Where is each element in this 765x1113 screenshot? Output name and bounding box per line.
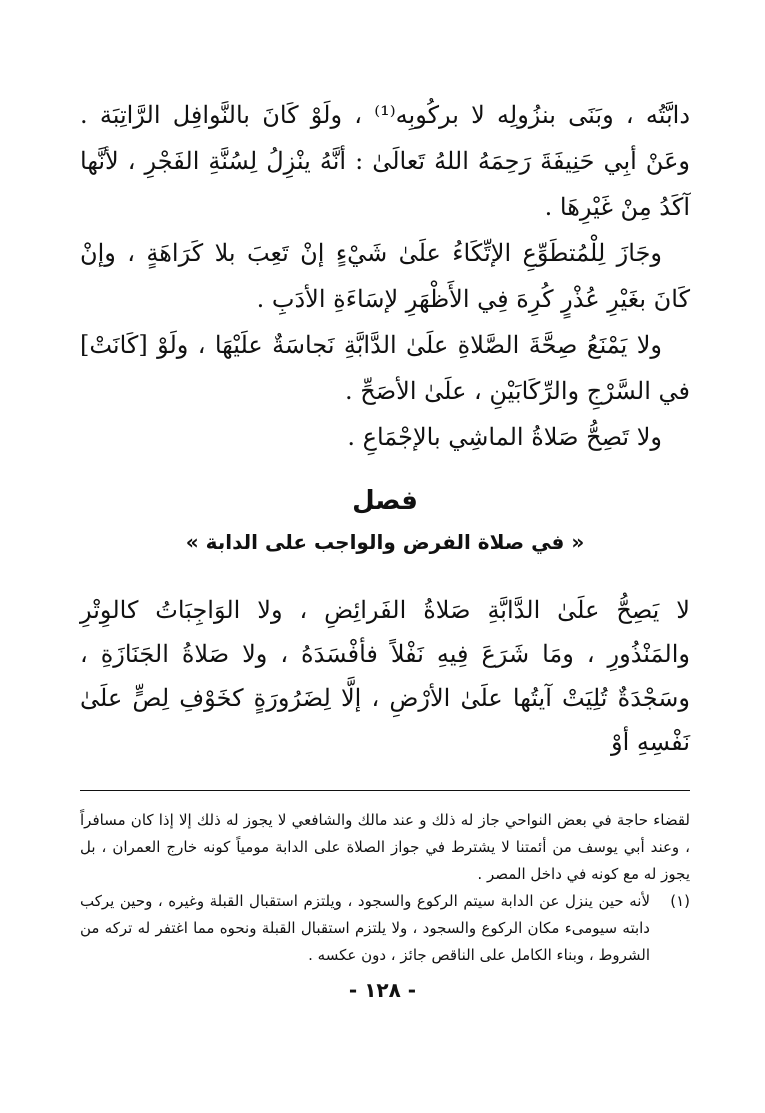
paragraph-3: ولا يَمْنَعُ صِحَّةَ الصَّلاةِ علَىٰ الدَّابَّةِ نَجاسَةٌ علَيْهَا ، ولَوْ [كَانَتْ] في السَّرْجِ والرِّكَابَيْنِ ، علَىٰ الأصَحِّ . — [80, 331, 690, 405]
book-page — [80, 92, 690, 969]
section-title: فصل — [352, 486, 418, 516]
footnote-divider — [80, 790, 690, 791]
section-subtitle: « في صلاة الفرض والواجب على الدابة » — [185, 530, 585, 554]
paragraph-1: دابَّتُه ، وبَنَى بنزُولِه لا بركُوبِه⁽¹⁾ ، ولَوْ كَانَ بالنَّوافِل الرَّاتِبَة . وعَنْ أبِي حَنِيفَةَ رَحِمَهُ اللهُ تَعالَىٰ : أنَّهُ ينْزِلُ لِسُنَّةِ الفَجْرِ ، لأنَّها آكَدُ مِنْ غَيْرِهَا . — [80, 101, 690, 221]
footnote-1 — [80, 888, 690, 969]
footnote-text: لأنه حين ينزل عن الدابة سيتم الركوع والسجود ، ويلتزم استقبال القبلة وغيره ، وحين يركب دابته سيومىء مكان الركوع والسجود ، ولا يلتزم استقبال القبلة ونحوه مما اغتفر له تركه من الشروط ، وبناء الكامل على الناقص جائز ، دون عكسه . — [80, 892, 650, 964]
section-heading — [80, 480, 690, 562]
footnote-number: (١) — [670, 892, 690, 910]
footnotes — [80, 807, 690, 969]
section-paragraph: لا يَصِحُّ علَىٰ الدَّابَّةِ صَلاةُ الفَرائِضِ ، ولا الوَاجِبَاتُ كالوِتْرِ والمَنْذُورِ ، ومَا شَرَعَ فِيهِ نَفْلاً فأفْسَدَهُ ، ولا صَلاةُ الجَنَازَةِ ، وسَجْدَةٌ تُلِيَتْ آيتُها علَىٰ الأرْضِ ، إلَّا لِضَرُورَةٍ كخَوْفِ لِصٍّ علَىٰ نَفْسِهِ أوْ — [80, 596, 690, 756]
page-number: - ١٢٨ - — [348, 978, 417, 1002]
main-text — [80, 92, 690, 460]
section-text — [80, 588, 690, 764]
paragraph-4: ولا تَصِحُّ صَلاةُ الماشِي بالإجْمَاعِ . — [347, 423, 662, 451]
paragraph-2: وجَازَ لِلْمُتطَوِّعِ الإتِّكَاءُ علَىٰ شَيْءٍ إنْ تَعِبَ بلا كَرَاهَةٍ ، وإنْ كَانَ بغَيْرِ عُذْرٍ كُرِهَ فِي الأَظْهَرِ لإسَاءَةِ الأدَبِ . — [80, 239, 690, 313]
footnote-continuation: لقضاء حاجة في بعض النواحي جاز له ذلك و عند مالك والشافعي لا يجوز له ذلك إلا إذا كان مسافراً ، وعند أبي يوسف من أئمتنا لا يشترط في جواز الصلاة على الدابة مومياً كونه خارج العمران ، بل يجوز له مع كونه في داخل المصر . — [80, 811, 690, 883]
